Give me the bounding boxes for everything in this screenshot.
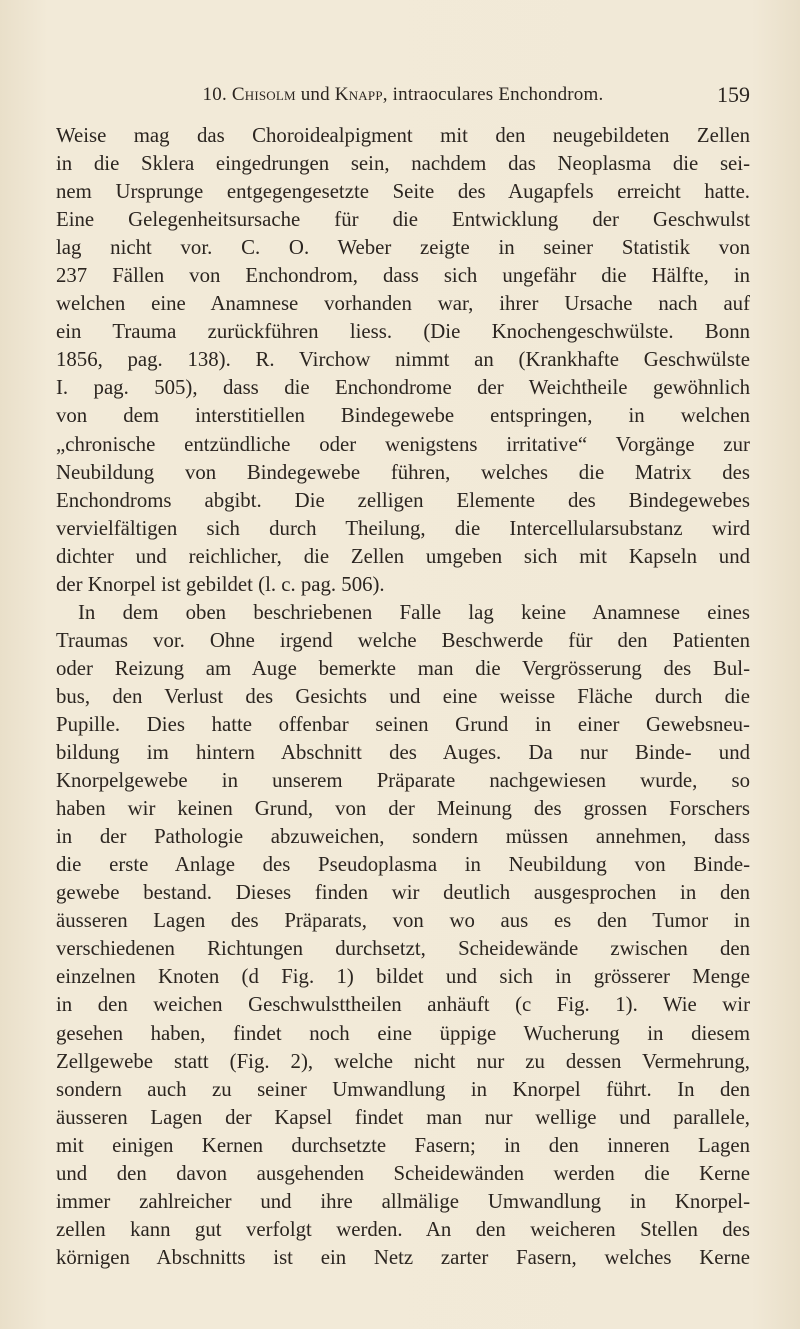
text-line: I. pag. 505), dass die Enchondrome der Weichtheile gewöhnlich [56,376,750,400]
text-line: einzelnen Knoten (d Fig. 1) bildet und sich in grösserer Menge [56,965,750,989]
text-line: Eine Gelegenheitsursache für die Entwicklung der Geschwulst [56,208,750,232]
text-line: oder Reizung am Auge bemerkte man die Vergrösserung des Bul- [56,656,750,680]
text-line: gewebe bestand. Dieses finden wir deutlich ausgesprochen in den [56,881,750,905]
text-line: Knorpelgewebe in unserem Präparate nachgewiesen wurde, so [56,769,750,793]
text-line: zellen kann gut verfolgt werden. An den weicheren Stellen des [56,1217,750,1241]
page-number: 159 [717,82,750,107]
text-line: Traumas vor. Ohne irgend welche Beschwerde für den Patienten [56,628,750,652]
text-line: äusseren Lagen der Kapsel findet man nur wellige und parallele, [56,1105,750,1129]
text-line: „chronische entzündliche oder wenigstens irritative“ Vorgänge zur [56,432,750,456]
text-line: Neubildung von Bindegewebe führen, welches die Matrix des [56,460,750,484]
text-line: Pupille. Dies hatte offenbar seinen Grund in einer Gewebsneu- [56,712,750,736]
text-line: in den weichen Geschwulsttheilen anhäuft (c Fig. 1). Wie wir [56,993,750,1017]
text-line: in der Pathologie abzuweichen, sondern müssen annehmen, dass [56,825,750,849]
header-author-knapp: Knapp [334,84,383,105]
header-title [56,84,750,106]
text-line: vervielfältigen sich durch Theilung, die Intercellularsubstanz wird [56,516,750,540]
text-line: und den davon ausgehenden Scheidewänden werden die Kerne [56,1161,750,1185]
text-line: verschiedenen Richtungen durchsetzt, Scheidewände zwischen den [56,937,750,961]
text-line: Weise mag das Choroidealpigment mit den neugebildeten Zellen [56,124,750,147]
text-line: immer zahlreicher und ihre allmälige Umwandlung in Knorpel- [56,1189,750,1213]
text-line: Zellgewebe statt (Fig. 2), welche nicht nur zu dessen Vermehrung, [56,1049,750,1073]
text-line: 1856, pag. 138). R. Virchow nimmt an (Krankhafte Geschwülste [56,348,750,372]
header-rest: , intraoculares Enchondrom. [382,84,604,105]
header-number: 10. [202,84,227,105]
text-line: von dem interstitiellen Bindegewebe entspringen, in welchen [56,404,750,428]
text-line: äusseren Lagen des Präparats, von wo aus es den Tumor in [56,909,750,933]
text-line: bildung im hintern Abschnitt des Auges. Da nur Binde- und [56,741,750,765]
text-line: gesehen haben, findet noch eine üppige Wucherung in diesem [56,1021,750,1045]
text-line: körnigen Abschnitts ist ein Netz zarter Fasern, welches Kerne [56,1245,750,1269]
header-connector: und [300,84,330,105]
text-line: mit einigen Kernen durchsetzte Fasern; in den inneren Lagen [56,1133,750,1157]
text-line: der Knorpel ist gebildet (l. c. pag. 506). [56,572,385,596]
running-header [56,84,750,114]
text-line: In dem oben beschriebenen Falle lag keine Anamnese eines [78,600,750,624]
text-line: dichter und reichlicher, die Zellen umgeben sich mit Kapseln und [56,544,750,568]
text-line: welchen eine Anamnese vorhanden war, ihrer Ursache nach auf [56,292,750,316]
text-line: haben wir keinen Grund, von der Meinung des grossen Forschers [56,797,750,821]
text-line: nem Ursprunge entgegengesetzte Seite des Augapfels erreicht hatte. [56,180,750,204]
text-line: 237 Fällen von Enchondrom, dass sich ungefähr die Hälfte, in [56,264,750,288]
text-line: sondern auch zu seiner Umwandlung in Knorpel führt. In den [56,1077,750,1101]
text-line: Enchondroms abgibt. Die zelligen Elemente des Bindegewebes [56,488,750,512]
text-line: in die Sklera eingedrungen sein, nachdem das Neoplasma die sei- [56,152,750,176]
body-text [56,122,750,1272]
text-line: die erste Anlage des Pseudoplasma in Neubildung von Binde- [56,853,750,877]
text-line: ein Trauma zurückführen liess. (Die Knochengeschwülste. Bonn [56,320,750,344]
text-line: bus, den Verlust des Gesichts und eine weisse Fläche durch die [56,684,750,708]
text-line: lag nicht vor. C. O. Weber zeigte in seiner Statistik von [56,236,750,260]
header-author-chisolm: Chisolm [231,84,296,105]
